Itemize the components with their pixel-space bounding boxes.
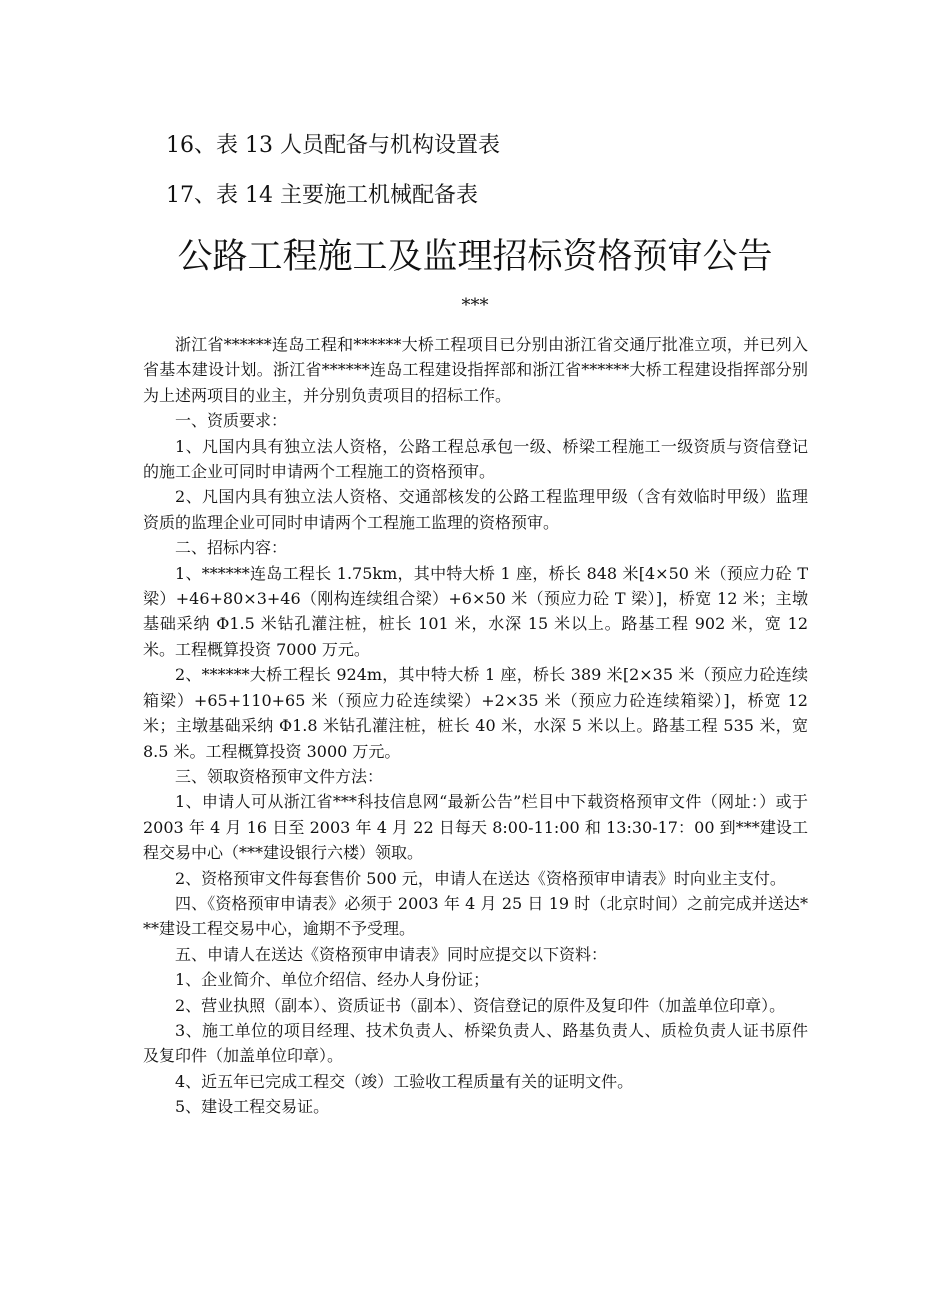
section-heading-content: 二、招标内容： [175,538,288,558]
announcement-subtitle: *** [461,295,489,316]
announcement-title: 公路工程施工及监理招标资格预审公告 [177,237,773,277]
toc-item-17: 17、表 14 主要施工机械配备表 [166,183,478,208]
toc-item-16: 16、表 13 人员配备与机构设置表 [166,133,500,158]
section-deadline: 四、《资格预审申请表》必须于 2003 年 4 月 25 日 19 时（北京时间）之前完成并送达***建设工程交易中心，逾期不予受理。 [143,893,808,939]
materials-item-1: 1、企业简介、单位介绍信、经办人身份证； [175,970,490,990]
materials-item-4: 4、近五年已完成工程交（竣）工验收工程质量有关的证明文件。 [175,1071,634,1091]
materials-item-2: 2、营业执照（副本）、资质证书（副本）、资信登记的原件及复印件（加盖单位印章）。 [175,995,786,1015]
documents-item-1: 1、申请人可从浙江省***科技信息网“最新公告”栏目中下载资格预审文件（网址：）或于 2003 年 4 月 16 日至 2003 年 4 月 22 日每天 8:00-11:00 和 13:30-17：00 到***建设工程交易中心（***建设银行六楼）领取。 [143,792,808,863]
qualification-item-2: 2、凡国内具有独立法人资格、交通部核发的公路工程监理甲级（含有效临时甲级）监理资质的监理企业可同时申请两个工程施工监理的资格预审。 [143,487,808,532]
documents-item-2: 2、资格预审文件每套售价 500 元，申请人在送达《资格预审申请表》时向业主支付。 [175,868,786,888]
materials-item-5: 5、建设工程交易证。 [175,1097,330,1117]
content-item-1: 1、******连岛工程长 1.75km，其中特大桥 1 座，桥长 848 米[4×50 米（预应力砼 T 梁）+46+80×3+46（刚构连续组合梁）+6×50 米（预应力砼 T 梁）]，桥宽 12 米；主墩基础采纳 Φ1.5 米钻孔灌注桩，桩长 101 米，水深 15 米以上。路基工程 902 米，宽 12 米。工程概算投资 7000 万元。 [143,563,808,659]
section-heading-qualification: 一、资质要求： [175,411,288,431]
intro-paragraph: 浙江省******连岛工程和******大桥工程项目已分别由浙江省交通厅批准立项，并已列入省基本建设计划。浙江省******连岛工程建设指挥部和浙江省******大桥工程建设指挥部分别为上述两项目的业主，并分别负责项目的招标工作。 [143,335,808,405]
qualification-item-1: 1、凡国内具有独立法人资格，公路工程总承包一级、桥梁工程施工一级资质与资信登记的施工企业可同时申请两个工程施工的资格预审。 [143,436,808,482]
section-heading-materials: 五、申请人在送达《资格预审申请表》同时应提交以下资料： [175,944,608,964]
materials-item-3: 3、施工单位的项目经理、技术负责人、桥梁负责人、路基负责人、质检负责人证书原件及复印件（加盖单位印章）。 [143,1020,808,1066]
content-item-2: 2、******大桥工程长 924m，其中特大桥 1 座，桥长 389 米[2×35 米（预应力砼连续箱梁）+65+110+65 米（预应力砼连续梁）+2×35 米（预应力砼连续箱梁）]，桥宽 12 米；主墩基础采纳 Φ1.8 米钻孔灌注桩，桩长 40 米，水深 5 米以上。路基工程 535 米，宽 8.5 米。工程概算投资 3000 万元。 [143,665,808,761]
section-heading-documents: 三、领取资格预审文件方法： [175,766,384,786]
announcement-body [143,332,808,1120]
